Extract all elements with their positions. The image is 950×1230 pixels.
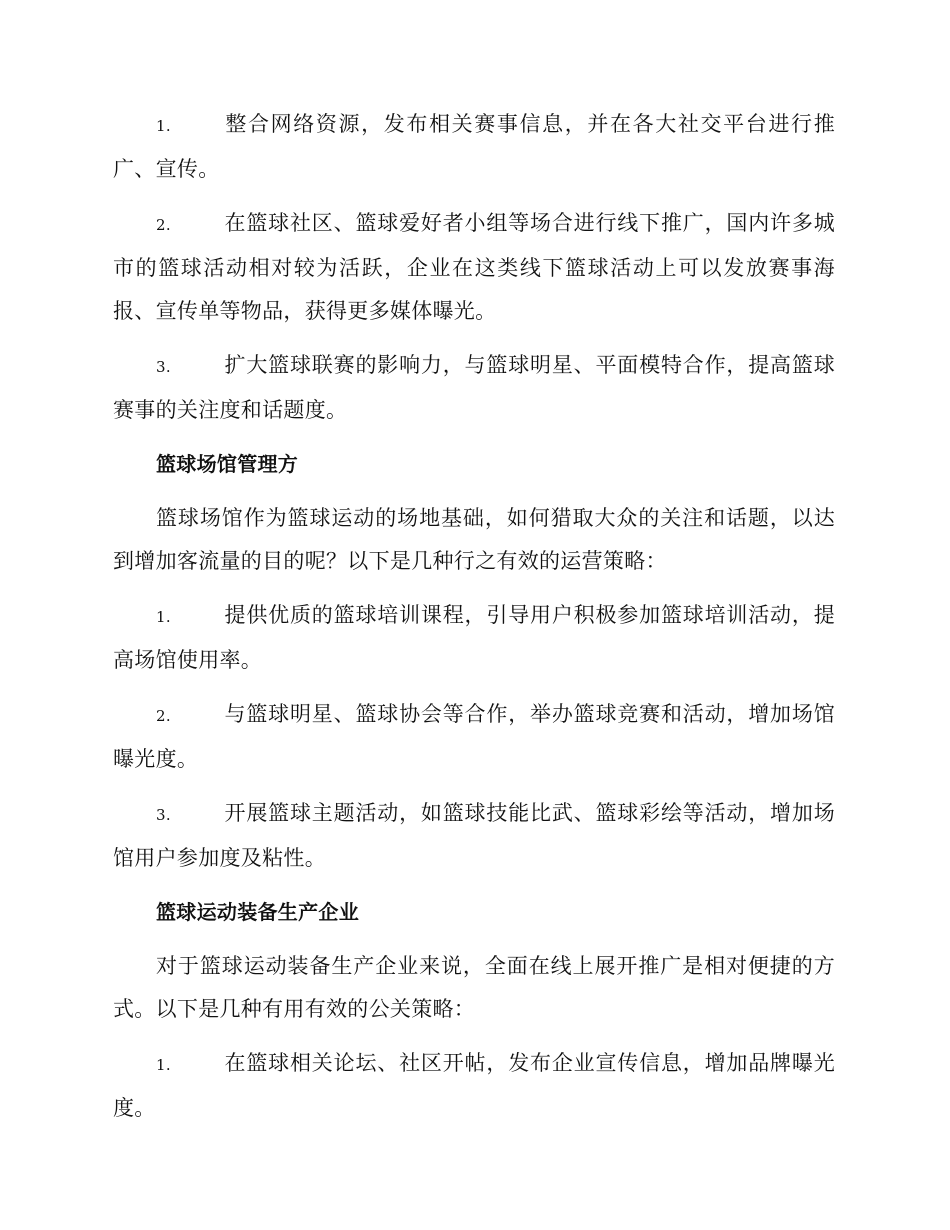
list-item <box>113 792 835 880</box>
list-text: 在篮球相关论坛、社区开帖，发布企业宣传信息，增加品牌曝光度。 <box>113 1051 835 1120</box>
list-item <box>113 693 835 781</box>
list-text: 开展篮球主题活动，如篮球技能比武、篮球彩绘等活动，增加场馆用户参加度及粘性。 <box>113 801 835 870</box>
list-number: 2. <box>156 216 171 234</box>
list-item <box>113 103 835 191</box>
equipment-intro-paragraph: 对于篮球运动装备生产企业来说，全面在线上展开推广是相对便捷的方式。以下是几种有用有效的公关策略： <box>113 954 835 1021</box>
list-text: 在篮球社区、篮球爱好者小组等场合进行线下推广，国内许多城市的篮球活动相对较为活跃，企业在这类线下篮球活动上可以发放赛事海报、宣传单等物品，获得更多媒体曝光。 <box>113 211 835 323</box>
list-number: 1. <box>156 1056 171 1074</box>
list-item <box>113 594 835 682</box>
list-text: 扩大篮球联赛的影响力，与篮球明星、平面模特合作，提高篮球赛事的关注度和话题度。 <box>113 353 835 422</box>
list-number: 2. <box>156 707 171 725</box>
list-item <box>113 1042 835 1130</box>
list-item <box>113 344 835 432</box>
list-number: 3. <box>156 806 171 824</box>
section-heading-equipment: 篮球运动装备生产企业 <box>156 900 359 924</box>
section-heading-venue: 篮球场馆管理方 <box>156 452 299 476</box>
list-text: 整合网络资源，发布相关赛事信息，并在各大社交平台进行推广、宣传。 <box>113 112 835 181</box>
list-number: 1. <box>156 608 171 626</box>
list-text: 提供优质的篮球培训课程，引导用户积极参加篮球培训活动，提高场馆使用率。 <box>113 603 835 672</box>
list-text: 与篮球明星、篮球协会等合作，举办篮球竞赛和活动，增加场馆曝光度。 <box>113 702 835 771</box>
document-body <box>113 103 835 1141</box>
venue-intro-paragraph: 篮球场馆作为篮球运动的场地基础，如何猎取大众的关注和话题，以达到增加客流量的目的呢？以下是几种行之有效的运营策略： <box>113 506 835 573</box>
list-item <box>113 202 835 333</box>
list-number: 3. <box>156 358 171 376</box>
list-number: 1. <box>156 117 171 135</box>
